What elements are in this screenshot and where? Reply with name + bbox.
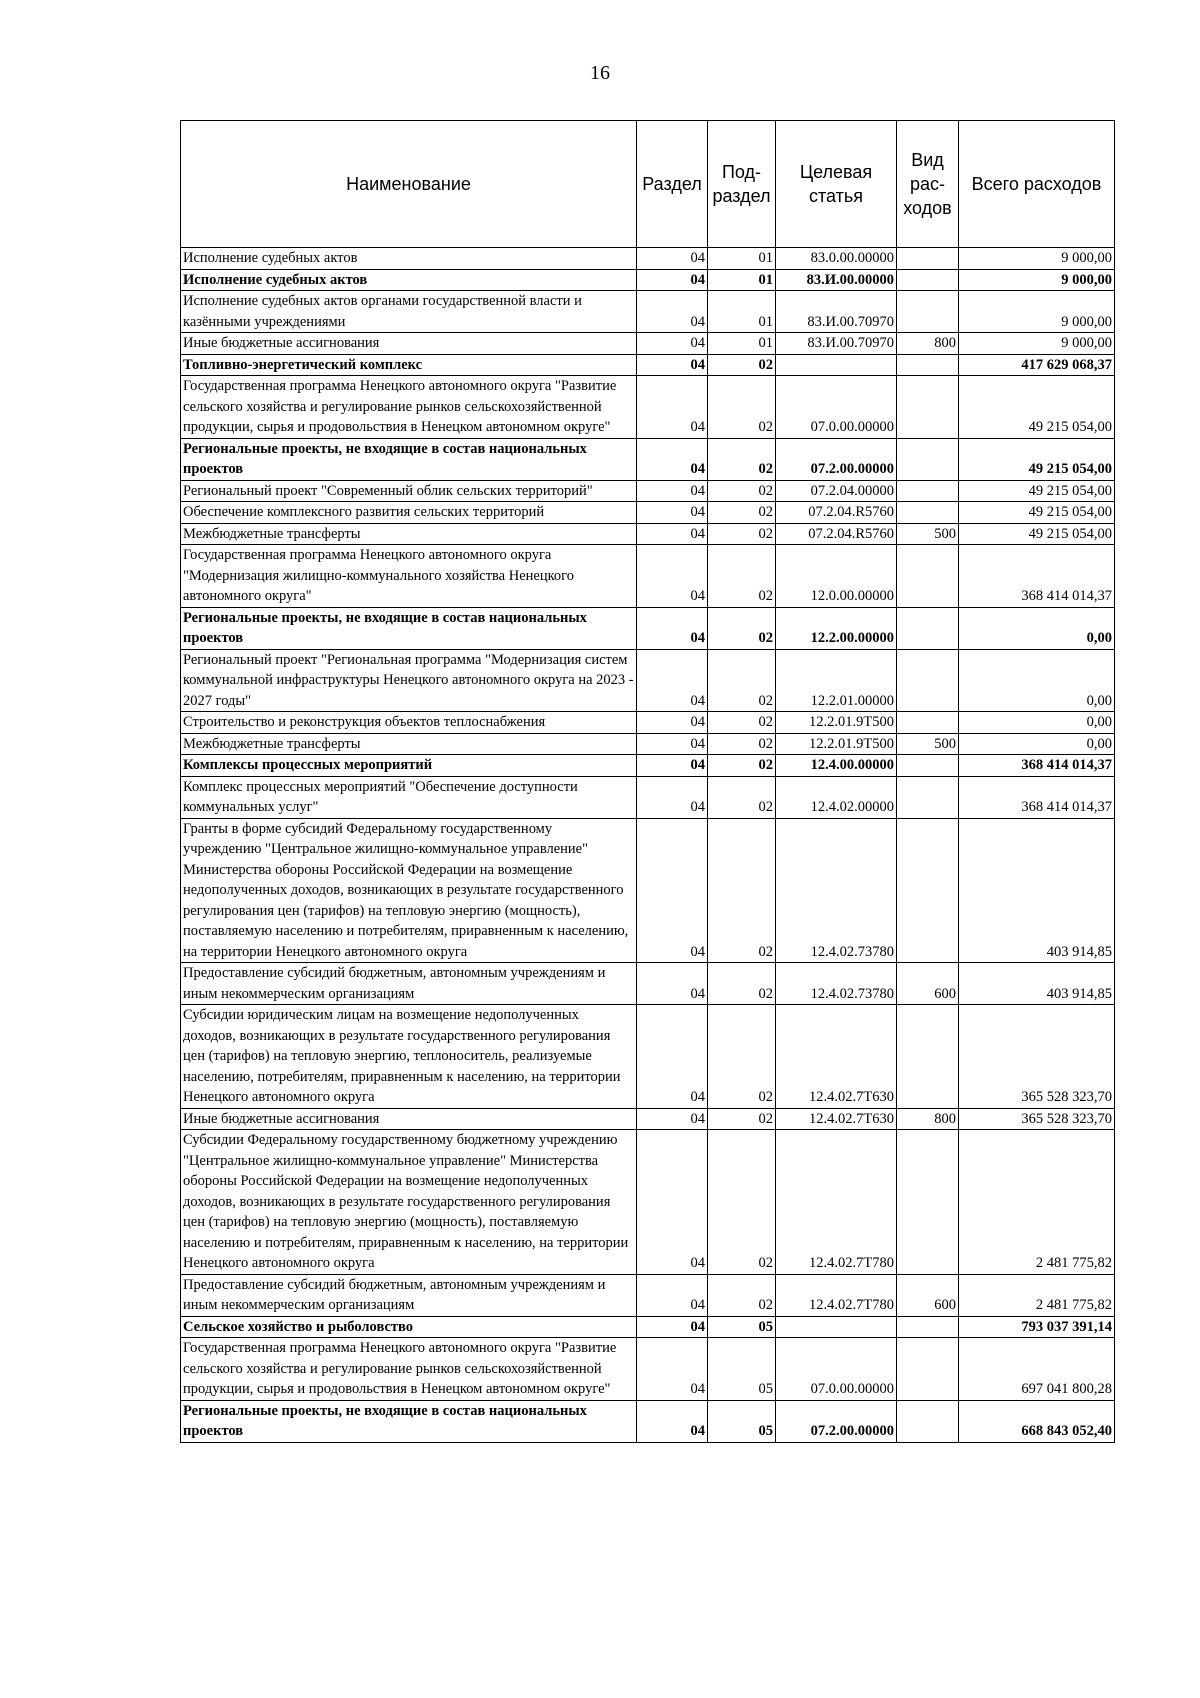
cell-kind bbox=[897, 818, 959, 963]
cell-name: Топливно-энергетический комплекс bbox=[181, 354, 637, 376]
table-row bbox=[181, 963, 1115, 1005]
header-kind bbox=[897, 121, 959, 248]
cell-total: 403 914,85 bbox=[959, 963, 1115, 1005]
cell-name: Комплексы процессных мероприятий bbox=[181, 755, 637, 777]
cell-kind bbox=[897, 438, 959, 480]
cell-total: 697 041 800,28 bbox=[959, 1338, 1115, 1401]
cell-kind bbox=[897, 1400, 959, 1442]
cell-section: 04 bbox=[637, 1108, 708, 1130]
cell-kind bbox=[897, 755, 959, 777]
table-row bbox=[181, 438, 1115, 480]
table-row bbox=[181, 1130, 1115, 1275]
cell-article: 07.0.00.00000 bbox=[776, 1338, 897, 1401]
cell-section: 04 bbox=[637, 438, 708, 480]
cell-section: 04 bbox=[637, 269, 708, 291]
cell-section: 04 bbox=[637, 712, 708, 734]
cell-kind bbox=[897, 1130, 959, 1275]
cell-total: 368 414 014,37 bbox=[959, 776, 1115, 818]
cell-subsection: 01 bbox=[708, 269, 776, 291]
cell-article: 83.И.00.70970 bbox=[776, 333, 897, 355]
header-section-text: Раздел bbox=[642, 174, 702, 194]
cell-section: 04 bbox=[637, 733, 708, 755]
cell-subsection: 02 bbox=[708, 502, 776, 524]
cell-name: Государственная программа Ненецкого автономного округа "Развитие сельского хозяйства и регулирование рынков сельскохозяйственной продукции, сырья и продовольствия в Ненецком автономном округе" bbox=[181, 1338, 637, 1401]
cell-article: 12.4.02.73780 bbox=[776, 963, 897, 1005]
cell-section: 04 bbox=[637, 1130, 708, 1275]
cell-name: Субсидии юридическим лицам на возмещение недополученных доходов, возникающих в результате государственного регулирования цен (тарифов) на тепловую энергию, теплоноситель, реализуемые населению, потребителям, приравненным к населению, на территории Ненецкого автономного округа bbox=[181, 1005, 637, 1109]
cell-section: 04 bbox=[637, 354, 708, 376]
cell-name: Исполнение судебных актов органами государственной власти и казёнными учреждениями bbox=[181, 291, 637, 333]
cell-subsection: 02 bbox=[708, 776, 776, 818]
cell-name: Комплекс процессных мероприятий "Обеспечение доступности коммунальных услуг" bbox=[181, 776, 637, 818]
cell-section: 04 bbox=[637, 607, 708, 649]
cell-kind bbox=[897, 502, 959, 524]
cell-name: Субсидии Федеральному государственному бюджетному учреждению "Центральное жилищно-коммунальное управление" Министерства обороны Российской Федерации на возмещение недополученных доходов, возникающих в результате государственного регулирования цен (тарифов) на тепловую энергию (мощность), поставляемую населению и потребителям, приравненным к населению, на территории Ненецкого автономного округа bbox=[181, 1130, 637, 1275]
cell-article: 12.2.01.00000 bbox=[776, 649, 897, 712]
table-row bbox=[181, 248, 1115, 270]
cell-article: 07.2.04.R5760 bbox=[776, 523, 897, 545]
cell-name: Региональные проекты, не входящие в состав национальных проектов bbox=[181, 1400, 637, 1442]
cell-article: 83.И.00.00000 bbox=[776, 269, 897, 291]
cell-total: 368 414 014,37 bbox=[959, 755, 1115, 777]
cell-total: 49 215 054,00 bbox=[959, 438, 1115, 480]
header-name bbox=[181, 121, 637, 248]
cell-name: Сельское хозяйство и рыболовство bbox=[181, 1316, 637, 1338]
cell-subsection: 02 bbox=[708, 523, 776, 545]
cell-kind: 800 bbox=[897, 333, 959, 355]
cell-subsection: 02 bbox=[708, 607, 776, 649]
table-row bbox=[181, 755, 1115, 777]
cell-subsection: 02 bbox=[708, 1108, 776, 1130]
cell-total: 49 215 054,00 bbox=[959, 502, 1115, 524]
cell-section: 04 bbox=[637, 545, 708, 608]
table-row bbox=[181, 480, 1115, 502]
cell-section: 04 bbox=[637, 1400, 708, 1442]
cell-name: Государственная программа Ненецкого автономного округа "Развитие сельского хозяйства и регулирование рынков сельскохозяйственной продукции, сырья и продовольствия в Ненецком автономном округе" bbox=[181, 376, 637, 439]
header-subsection-text: Под- раздел bbox=[712, 162, 771, 206]
cell-name: Исполнение судебных актов bbox=[181, 269, 637, 291]
cell-total: 368 414 014,37 bbox=[959, 545, 1115, 608]
cell-section: 04 bbox=[637, 502, 708, 524]
cell-total: 403 914,85 bbox=[959, 818, 1115, 963]
cell-total: 0,00 bbox=[959, 712, 1115, 734]
cell-total: 0,00 bbox=[959, 649, 1115, 712]
cell-subsection: 05 bbox=[708, 1338, 776, 1401]
cell-subsection: 02 bbox=[708, 480, 776, 502]
cell-article: 07.2.00.00000 bbox=[776, 1400, 897, 1442]
cell-section: 04 bbox=[637, 1274, 708, 1316]
cell-kind bbox=[897, 354, 959, 376]
cell-subsection: 02 bbox=[708, 818, 776, 963]
cell-total: 365 528 323,70 bbox=[959, 1005, 1115, 1109]
cell-total: 2 481 775,82 bbox=[959, 1130, 1115, 1275]
cell-section: 04 bbox=[637, 1338, 708, 1401]
cell-section: 04 bbox=[637, 291, 708, 333]
budget-table bbox=[180, 120, 1115, 1443]
header-subsection bbox=[708, 121, 776, 248]
table-header-row bbox=[181, 121, 1115, 248]
table-row bbox=[181, 649, 1115, 712]
cell-article: 12.2.00.00000 bbox=[776, 607, 897, 649]
cell-kind: 800 bbox=[897, 1108, 959, 1130]
cell-article: 12.2.01.9Т500 bbox=[776, 733, 897, 755]
cell-name: Региональный проект "Современный облик сельских территорий" bbox=[181, 480, 637, 502]
cell-total: 9 000,00 bbox=[959, 291, 1115, 333]
cell-subsection: 02 bbox=[708, 755, 776, 777]
cell-subsection: 02 bbox=[708, 712, 776, 734]
cell-kind: 500 bbox=[897, 523, 959, 545]
page-number: 16 bbox=[590, 62, 610, 84]
cell-section: 04 bbox=[637, 480, 708, 502]
cell-name: Гранты в форме субсидий Федеральному государственному учреждению "Центральное жилищно-коммунальное управление" Министерства обороны Российской Федерации на возмещение недополученных доходов, возникающих в результате государственного регулирования цен (тарифов) на тепловую энергию (мощность), поставляемую населению и потребителям, приравненным к населению, на территории Ненецкого автономного округа bbox=[181, 818, 637, 963]
cell-kind bbox=[897, 607, 959, 649]
cell-name: Иные бюджетные ассигнования bbox=[181, 333, 637, 355]
cell-subsection: 01 bbox=[708, 248, 776, 270]
table-row bbox=[181, 354, 1115, 376]
cell-kind bbox=[897, 545, 959, 608]
header-article-text: Целевая статья bbox=[799, 162, 873, 206]
cell-section: 04 bbox=[637, 818, 708, 963]
cell-article: 07.2.04.00000 bbox=[776, 480, 897, 502]
cell-subsection: 05 bbox=[708, 1316, 776, 1338]
cell-name: Региональный проект "Региональная программа "Модернизация систем коммунальной инфраструктуры Ненецкого автономного округа на 2023 - 2027 годы" bbox=[181, 649, 637, 712]
cell-total: 9 000,00 bbox=[959, 269, 1115, 291]
table-row bbox=[181, 502, 1115, 524]
cell-section: 04 bbox=[637, 523, 708, 545]
cell-section: 04 bbox=[637, 776, 708, 818]
cell-article: 12.4.02.73780 bbox=[776, 818, 897, 963]
cell-article: 07.0.00.00000 bbox=[776, 376, 897, 439]
cell-subsection: 02 bbox=[708, 1005, 776, 1109]
table-row bbox=[181, 376, 1115, 439]
cell-subsection: 02 bbox=[708, 733, 776, 755]
table-row bbox=[181, 733, 1115, 755]
header-article bbox=[776, 121, 897, 248]
table-row bbox=[181, 1274, 1115, 1316]
cell-subsection: 02 bbox=[708, 545, 776, 608]
cell-article: 12.4.00.00000 bbox=[776, 755, 897, 777]
cell-total: 49 215 054,00 bbox=[959, 523, 1115, 545]
cell-total: 668 843 052,40 bbox=[959, 1400, 1115, 1442]
cell-kind: 600 bbox=[897, 1274, 959, 1316]
header-section bbox=[637, 121, 708, 248]
header-total-text: Всего расходов bbox=[971, 174, 1102, 194]
cell-article: 83.И.00.70970 bbox=[776, 291, 897, 333]
cell-section: 04 bbox=[637, 333, 708, 355]
cell-article bbox=[776, 354, 897, 376]
cell-total: 9 000,00 bbox=[959, 248, 1115, 270]
cell-kind bbox=[897, 480, 959, 502]
cell-total: 9 000,00 bbox=[959, 333, 1115, 355]
cell-section: 04 bbox=[637, 963, 708, 1005]
cell-subsection: 02 bbox=[708, 1130, 776, 1275]
cell-subsection: 02 bbox=[708, 963, 776, 1005]
cell-name: Государственная программа Ненецкого автономного округа "Модернизация жилищно-коммунального хозяйства Ненецкого автономного округа" bbox=[181, 545, 637, 608]
cell-subsection: 02 bbox=[708, 376, 776, 439]
table-row bbox=[181, 333, 1115, 355]
cell-article bbox=[776, 1316, 897, 1338]
table-row bbox=[181, 1338, 1115, 1401]
cell-section: 04 bbox=[637, 755, 708, 777]
cell-name: Обеспечение комплексного развития сельских территорий bbox=[181, 502, 637, 524]
cell-kind bbox=[897, 291, 959, 333]
cell-kind bbox=[897, 776, 959, 818]
cell-name: Предоставление субсидий бюджетным, автономным учреждениям и иным некоммерческим организациям bbox=[181, 1274, 637, 1316]
cell-article: 12.4.02.7Т630 bbox=[776, 1005, 897, 1109]
cell-total: 793 037 391,14 bbox=[959, 1316, 1115, 1338]
cell-article: 83.0.00.00000 bbox=[776, 248, 897, 270]
cell-total: 365 528 323,70 bbox=[959, 1108, 1115, 1130]
cell-article: 12.4.02.7Т630 bbox=[776, 1108, 897, 1130]
cell-subsection: 05 bbox=[708, 1400, 776, 1442]
cell-kind bbox=[897, 1005, 959, 1109]
header-total bbox=[959, 121, 1115, 248]
table-row bbox=[181, 291, 1115, 333]
cell-subsection: 01 bbox=[708, 333, 776, 355]
cell-article: 12.2.01.9Т500 bbox=[776, 712, 897, 734]
table-row bbox=[181, 776, 1115, 818]
cell-kind: 500 bbox=[897, 733, 959, 755]
cell-article: 12.0.00.00000 bbox=[776, 545, 897, 608]
cell-article: 12.4.02.00000 bbox=[776, 776, 897, 818]
table-body bbox=[181, 248, 1115, 1443]
cell-kind bbox=[897, 1338, 959, 1401]
cell-kind bbox=[897, 269, 959, 291]
cell-subsection: 02 bbox=[708, 438, 776, 480]
cell-kind bbox=[897, 712, 959, 734]
cell-subsection: 02 bbox=[708, 649, 776, 712]
cell-section: 04 bbox=[637, 1005, 708, 1109]
cell-article: 07.2.04.R5760 bbox=[776, 502, 897, 524]
table-row bbox=[181, 269, 1115, 291]
cell-total: 0,00 bbox=[959, 607, 1115, 649]
cell-article: 07.2.00.00000 bbox=[776, 438, 897, 480]
table-row bbox=[181, 1108, 1115, 1130]
cell-total: 49 215 054,00 bbox=[959, 480, 1115, 502]
table-row bbox=[181, 1316, 1115, 1338]
cell-name: Предоставление субсидий бюджетным, автономным учреждениям и иным некоммерческим организациям bbox=[181, 963, 637, 1005]
table-row bbox=[181, 607, 1115, 649]
cell-name: Исполнение судебных актов bbox=[181, 248, 637, 270]
cell-subsection: 02 bbox=[708, 1274, 776, 1316]
cell-total: 0,00 bbox=[959, 733, 1115, 755]
cell-name: Строительство и реконструкция объектов теплоснабжения bbox=[181, 712, 637, 734]
cell-total: 417 629 068,37 bbox=[959, 354, 1115, 376]
cell-section: 04 bbox=[637, 248, 708, 270]
header-kind-text: Вид рас- ходов bbox=[903, 150, 952, 218]
table-row bbox=[181, 1005, 1115, 1109]
cell-section: 04 bbox=[637, 1316, 708, 1338]
table-row bbox=[181, 1400, 1115, 1442]
header-name-text: Наименование bbox=[346, 174, 471, 194]
cell-subsection: 01 bbox=[708, 291, 776, 333]
table-row bbox=[181, 712, 1115, 734]
cell-article: 12.4.02.7Т780 bbox=[776, 1274, 897, 1316]
cell-name: Региональные проекты, не входящие в состав национальных проектов bbox=[181, 607, 637, 649]
cell-kind bbox=[897, 1316, 959, 1338]
cell-subsection: 02 bbox=[708, 354, 776, 376]
cell-article: 12.4.02.7Т780 bbox=[776, 1130, 897, 1275]
cell-name: Межбюджетные трансферты bbox=[181, 523, 637, 545]
cell-section: 04 bbox=[637, 376, 708, 439]
cell-kind bbox=[897, 649, 959, 712]
table-row bbox=[181, 818, 1115, 963]
cell-name: Межбюджетные трансферты bbox=[181, 733, 637, 755]
cell-kind bbox=[897, 248, 959, 270]
cell-section: 04 bbox=[637, 649, 708, 712]
cell-kind bbox=[897, 376, 959, 439]
cell-name: Региональные проекты, не входящие в состав национальных проектов bbox=[181, 438, 637, 480]
cell-kind: 600 bbox=[897, 963, 959, 1005]
cell-name: Иные бюджетные ассигнования bbox=[181, 1108, 637, 1130]
cell-total: 2 481 775,82 bbox=[959, 1274, 1115, 1316]
cell-total: 49 215 054,00 bbox=[959, 376, 1115, 439]
table-row bbox=[181, 523, 1115, 545]
table-row bbox=[181, 545, 1115, 608]
